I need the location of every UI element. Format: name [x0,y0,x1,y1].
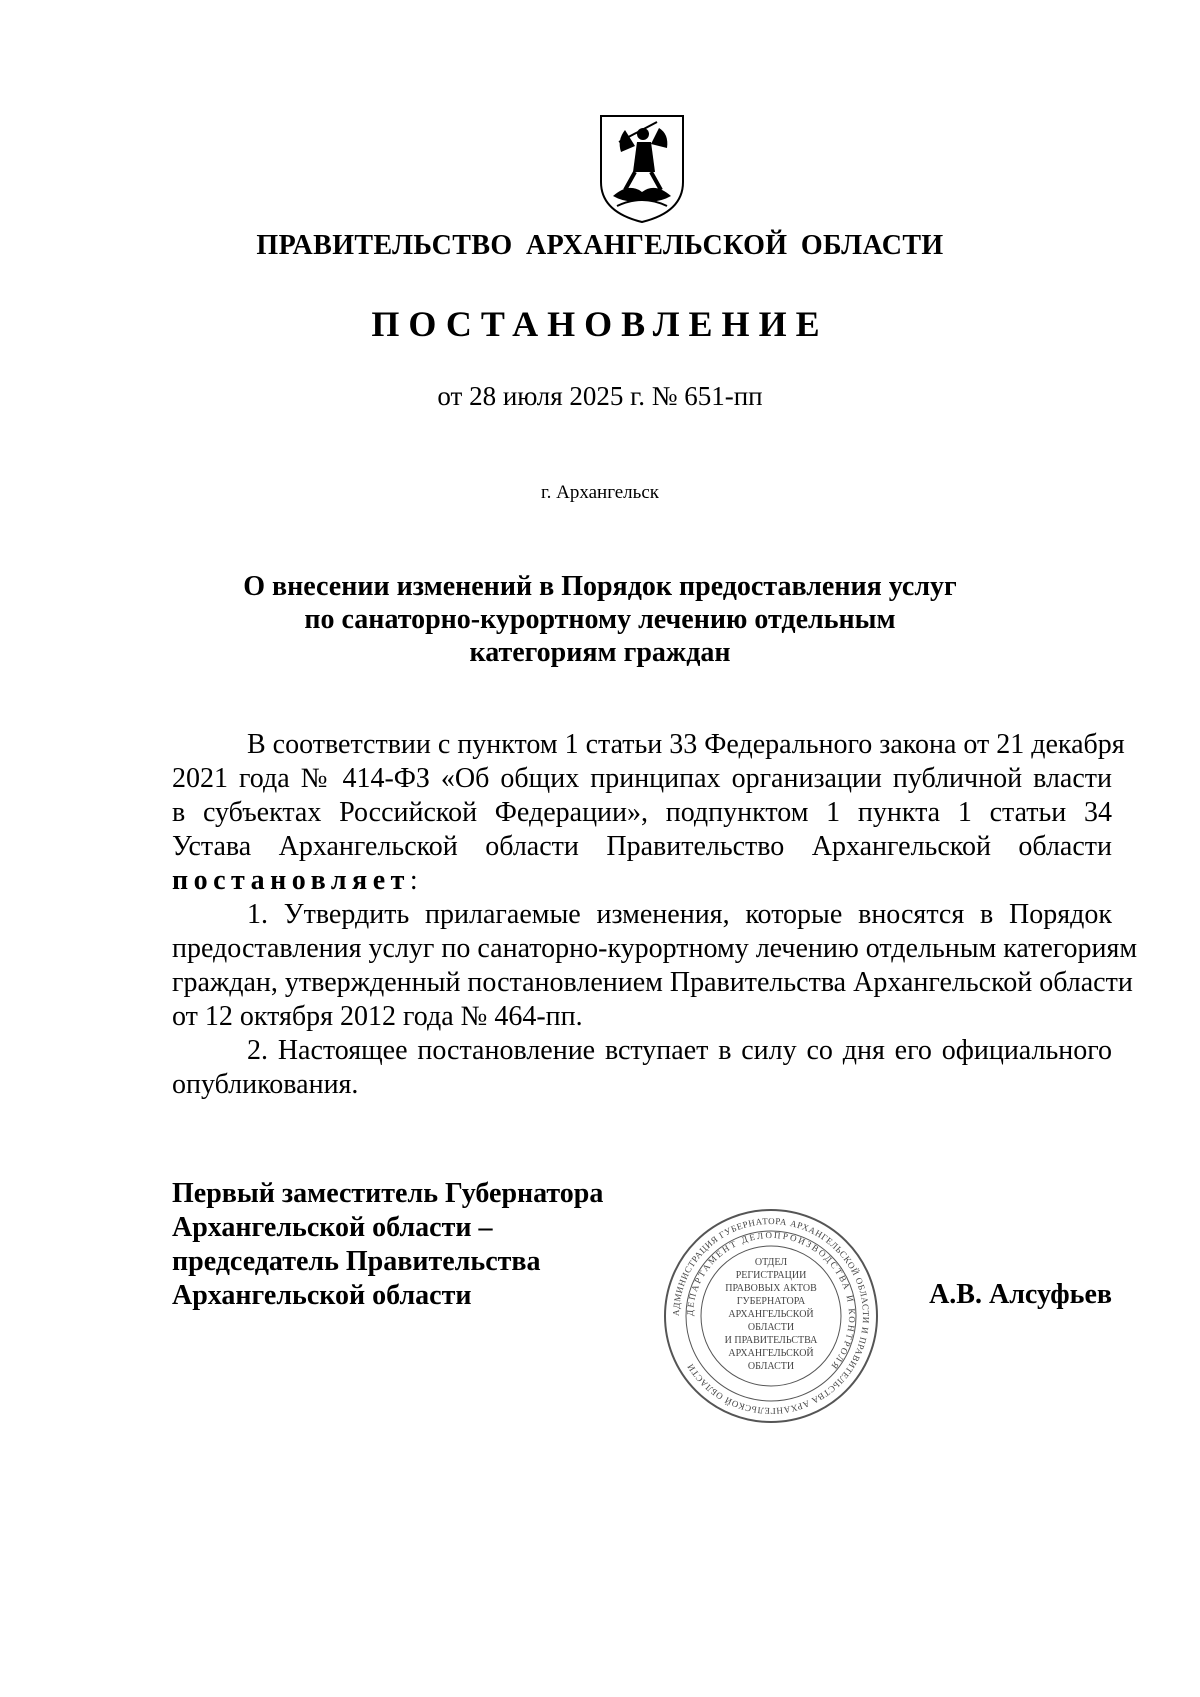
item-1-line: 1. Утвердить прилагаемые изменения, которые вносятся в Порядок [247,899,1112,930]
position-line: Первый заместитель Губернатора [172,1178,604,1209]
date-and-number: от 28 июля 2025 г. № 651-пп [437,381,763,411]
item-2-line: опубликования. [172,1069,359,1100]
position-line: Архангельской области – [172,1212,493,1243]
preamble-line: В соответствии с пунктом 1 статьи 33 Федерального закона от 21 декабря [247,729,1125,760]
decree-line [172,864,1112,898]
stamp-inner-line: И ПРАВИТЕЛЬСТВА [724,1335,818,1346]
stamp-inner-line: ОБЛАСТИ [747,1322,795,1333]
organization-name: ПРАВИТЕЛЬСТВО АРХАНГЕЛЬСКОЙ ОБЛАСТИ [256,230,944,261]
stamp-inner-line: ОТДЕЛ [754,1257,788,1268]
preamble-line: 2021 года № 414-ФЗ «Об общих принципах организации публичной власти [172,763,1112,794]
stamp-inner-line: АРХАНГЕЛЬСКОЙ [728,1309,814,1320]
item-2-line: 2. Настоящее постановление вступает в силу со дня его официального [247,1035,1112,1066]
document-subject [0,570,1200,669]
item-1-line: от 12 октября 2012 года № 464-пп. [172,1001,583,1032]
subject-line: по санаторно-курортному лечению отдельным [304,604,896,635]
city-name: г. Архангельск [540,482,659,503]
signatory-position [172,1177,603,1313]
document-body [172,728,1138,1102]
stamp-middle-text: ДЕПАРТАМЕНТ ДЕЛОПРОИЗВОДСТВА И КОНТРОЛЯ [684,1229,858,1373]
subject-line: О внесении изменений в Порядок предоставления услуг [243,571,957,602]
signatory-name: А.В. Алсуфьев [929,1279,1112,1310]
stamp-outer-text: АДМИНИСТРАЦИЯ ГУБЕРНАТОРА АРХАНГЕЛЬСКОЙ ОБЛАСТИ И ПРАВИТЕЛЬСТВА АРХАНГЕЛЬСКОЙ ОБЛАСТИ [670,1215,872,1417]
official-stamp [660,1205,882,1427]
subject-line: категориям граждан [469,637,731,668]
stamp-inner-line: АРХАНГЕЛЬСКОЙ [728,1348,814,1359]
decree-word: постановляет [172,865,410,896]
position-line: Архангельской области [172,1280,472,1311]
preamble-line: Устава Архангельской области Правительство Архангельской области [172,831,1112,862]
stamp-inner-line: ПРАВОВЫХ АКТОВ [725,1283,817,1294]
stamp-inner-line: ОБЛАСТИ [747,1361,795,1372]
stamp-inner-line: РЕГИСТРАЦИИ [735,1270,807,1281]
decree-colon: : [409,865,418,896]
position-line: председатель Правительства [172,1246,541,1277]
document-type: ПОСТАНОВЛЕНИЕ [371,304,829,344]
preamble-line: в субъектах Российской Федерации», подпунктом 1 пункта 1 статьи 34 [172,797,1112,828]
item-1-line: предоставления услуг по санаторно-курортному лечению отдельным категориям [172,933,1138,964]
item-1-line: граждан, утвержденный постановлением Правительства Архангельской области [172,967,1133,998]
stamp-inner-line: ГУБЕРНАТОРА [736,1296,806,1307]
coat-of-arms-icon [595,112,689,224]
